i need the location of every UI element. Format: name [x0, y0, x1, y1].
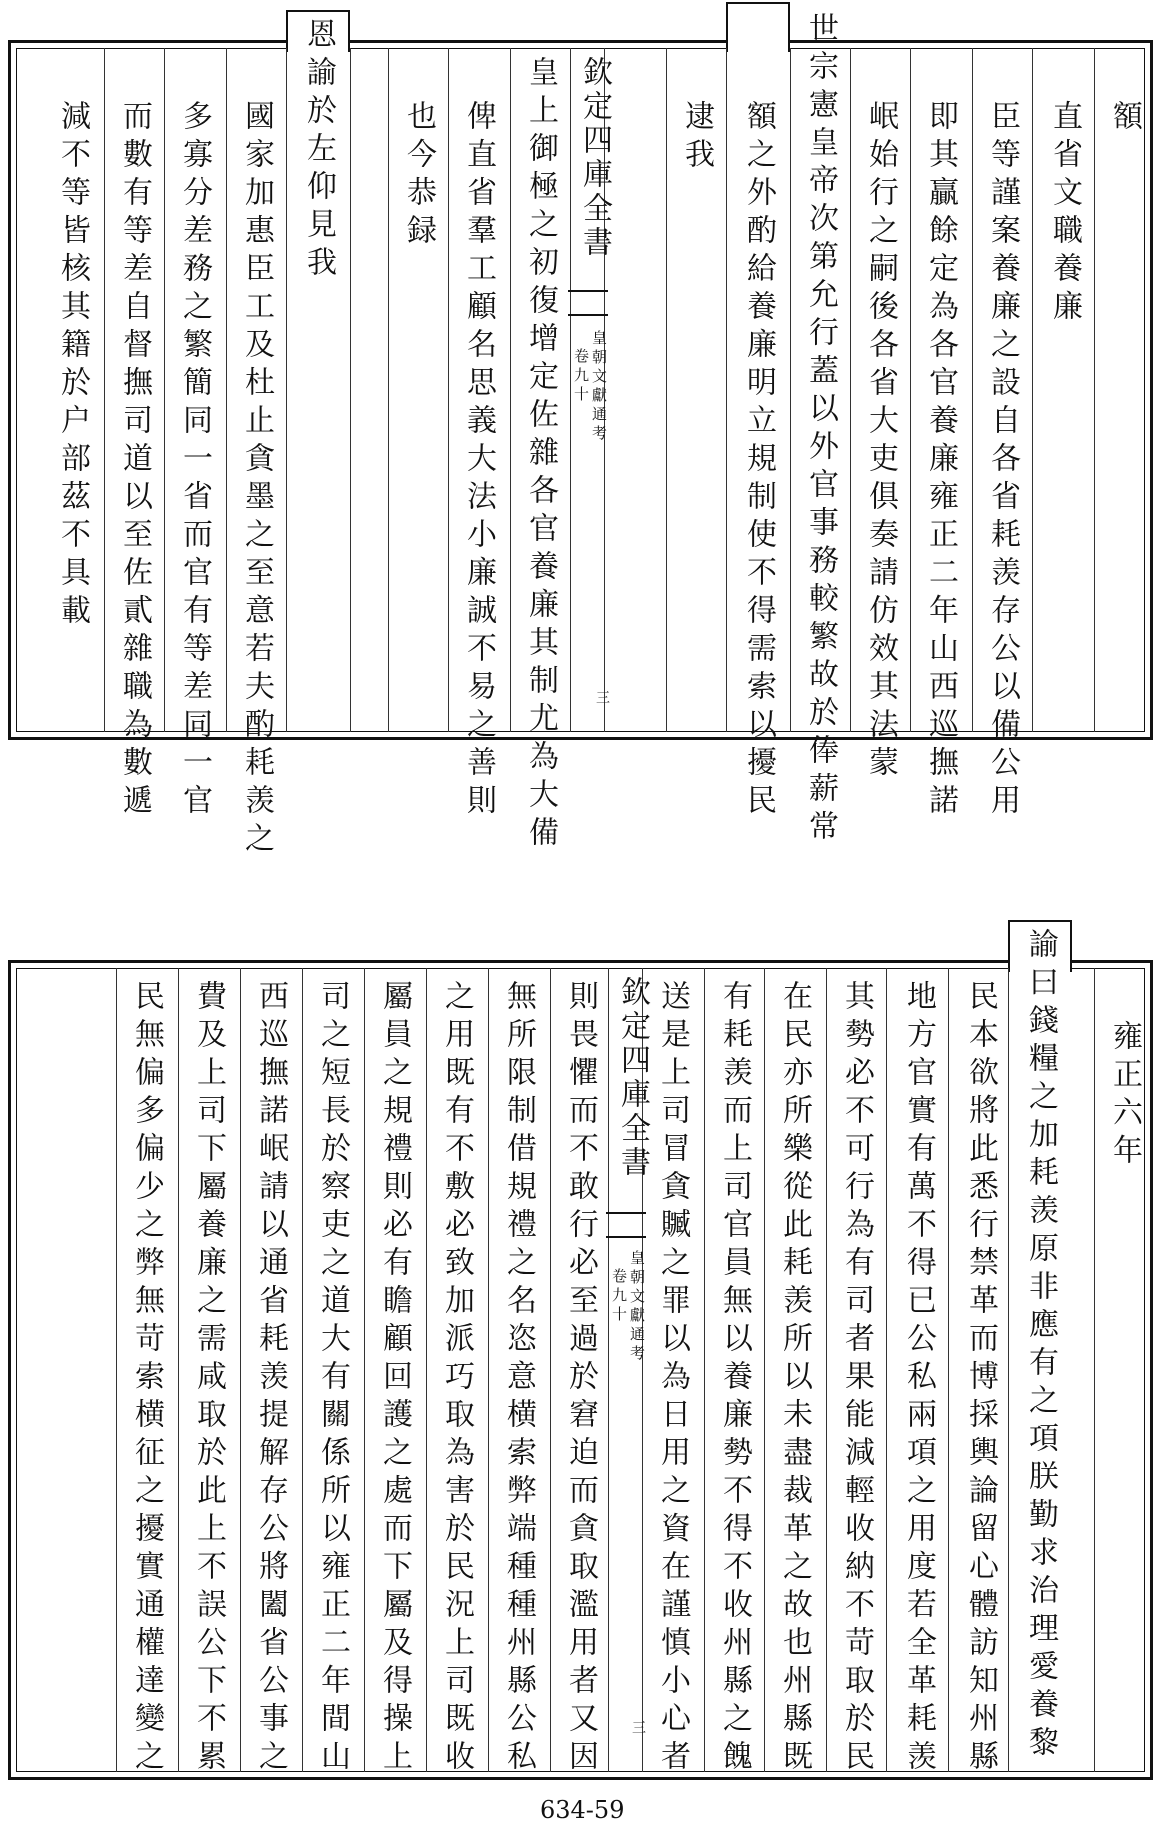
top-col-11: 也今恭録: [401, 100, 436, 252]
bottom-spine-volume: 卷九十: [610, 1268, 628, 1325]
bottom-col-15: 費及上司下屬養廉之需咸取於此上不誤公下不累: [191, 980, 226, 1778]
bottom-col-16: 民無偏多偏少之弊無苛索横征之擾實通權達變之: [129, 980, 164, 1778]
top-spine-subtitle: 皇朝文獻通考: [590, 330, 608, 444]
bottom-col-4: 地方官實有萬不得已公私兩項之用度若全革耗羡: [901, 980, 936, 1778]
bottom-spine-folio: 三: [630, 1720, 646, 1734]
top-col-10: 俾直省羣工顧名思義大法小廉誠不易之善則: [461, 100, 496, 822]
bottom-spine-subtitle: 皇朝文獻通考: [628, 1250, 646, 1364]
top-col-4: 即其贏餘定為各官養廉雍正二年山西巡撫諾: [923, 100, 958, 822]
top-tab-emperor: [726, 2, 790, 52]
bottom-col-13: 司之短長於察吏之道大有關係所以雍正二年間山: [315, 980, 350, 1778]
top-spine-volume: 卷九十: [572, 348, 590, 405]
top-col-2: 直省文職養廉: [1047, 100, 1082, 328]
bottom-page: [8, 900, 1158, 1780]
top-col-16: 減不等皆核其籍於户部茲不具載: [55, 100, 90, 632]
top-col-6: 世宗憲皇帝次第允行蓋以外官事務較繁故於俸薪常: [803, 12, 838, 848]
bottom-col-3: 民本欲將此悉行禁革而博採輿論留心體訪知州縣: [963, 980, 998, 1778]
top-spine-fish-tail-mark: [568, 290, 608, 316]
page-number: 634-59: [540, 1796, 625, 1824]
top-col-15: 而數有等差自督撫司道以至佐貳雜職為數遞: [117, 100, 152, 822]
bottom-col-10: 無所限制借規禮之名恣意横索弊端種種州縣公私: [501, 980, 536, 1778]
bottom-col-1: 雍正六年: [1107, 1020, 1142, 1172]
top-col-12: 恩諭於左仰見我: [301, 18, 336, 284]
top-col-3: 臣等謹案養廉之設自各省耗羡存公以備公用: [985, 100, 1020, 822]
top-spine-title: 欽定四庫全書: [577, 56, 612, 260]
bottom-col-14: 西巡撫諾岷請以通省耗羡提解存公將闔省公事之: [253, 980, 288, 1778]
top-col-13: 國家加惠臣工及杜止貪墨之至意若夫酌耗羡之: [239, 100, 274, 860]
bottom-spine-fish-tail-mark: [606, 1212, 646, 1238]
top-col-14: 多寡分差務之繁簡同一省而官有等差同一官: [177, 100, 212, 822]
top-col-7: 額之外酌給養廉明立規制使不得需索以擾民: [741, 100, 776, 822]
top-spine-folio: 三: [594, 690, 610, 704]
bottom-col-2: 諭曰錢糧之加耗羡原非應有之項朕勤求治理愛養黎: [1023, 928, 1058, 1764]
bottom-col-9: 則畏懼而不敢行必至過於窘迫而貪取濫用者又因: [563, 980, 598, 1778]
bottom-col-8: 送是上司冒貪贓之罪以為日用之資在謹慎小心者: [655, 980, 690, 1778]
top-col-1: 額: [1107, 100, 1142, 138]
top-col-5: 岷始行之嗣後各省大吏俱奏請仿效其法蒙: [863, 100, 898, 784]
top-col-8: 逮我: [679, 100, 714, 176]
bottom-col-5: 其勢必不可行為有司者果能減輕收納不苛取於民: [839, 980, 874, 1778]
bottom-spine-title: 欽定四庫全書: [615, 976, 650, 1180]
bottom-col-7: 有耗羡而上司官員無以養廉勢不得不收州縣之餽: [717, 980, 752, 1778]
bottom-col-12: 屬員之規禮則必有瞻顧回護之處而下屬及得操上: [377, 980, 412, 1778]
top-page: [8, 0, 1158, 860]
top-col-9: 皇上御極之初復增定佐雜各官養廉其制尤為大備: [523, 56, 558, 854]
bottom-col-11: 之用既有不敷必致加派巧取為害於民況上司既收: [439, 980, 474, 1778]
bottom-col-6: 在民亦所樂從此耗羡所以未盡裁革之故也州縣既: [777, 980, 812, 1778]
